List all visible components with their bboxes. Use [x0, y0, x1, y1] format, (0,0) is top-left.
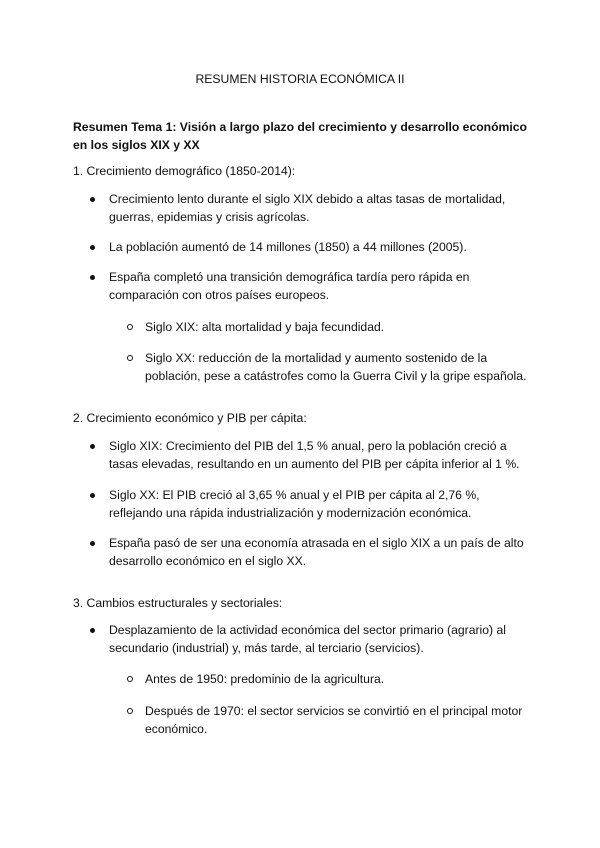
list-item: [109, 621, 529, 657]
bullet-icon: [90, 541, 95, 546]
sub-list-item-text: Después de 1970: el sector servicios se convirtió en el principal motor económico.: [145, 704, 523, 736]
list-item-text: La población aumentó de 14 millones (1850) a 44 millones (2005).: [109, 240, 467, 254]
bullet-icon: [90, 628, 95, 633]
sub-list-item-text: Siglo XX: reducción de la mortalidad y aumento sostenido de la población, pese a catástrofes como la Guerra Civil y la gripe española.: [145, 351, 527, 383]
list-item: [109, 190, 529, 226]
sub-list-item: [145, 318, 530, 336]
list-item-text: Desplazamiento de la actividad económica del sector primario (agrario) al secundario (industrial) y, más tarde, al terciario (servicios).: [109, 623, 506, 655]
sub-list-item-text: Siglo XIX: alta mortalidad y baja fecundidad.: [145, 320, 385, 334]
list-item: [109, 486, 529, 522]
list-item-text: España completó una transición demográfica tardía pero rápida en comparación con otros países europeos.: [109, 270, 470, 302]
list-item-text: Siglo XX: El PIB creció al 3,65 % anual y el PIB per cápita al 2,76 %, reflejando una rápida industrialización y modernización económica.: [109, 488, 480, 520]
page-title: RESUMEN HISTORIA ECONÓMICA II: [195, 72, 405, 86]
list-item: [109, 437, 529, 473]
sub-list-item: [145, 349, 530, 385]
list-item: [109, 534, 529, 570]
list-item-text: Siglo XIX: Crecimiento del PIB del 1,5 % anual, pero la población creció a tasas elevadas, resultando en un aumento del PIB per cápita inferior al 1 %.: [109, 439, 520, 471]
section-title-structural-changes: 3. Cambios estructurales y sectoriales:: [73, 596, 283, 610]
bullet-icon: [90, 275, 95, 280]
circle-bullet-icon: [127, 324, 133, 330]
list-item-text: España pasó de ser una economía atrasada en el siglo XIX a un país de alto desarrollo económico en el siglo XX.: [109, 536, 524, 568]
sub-list-item-text: Antes de 1950: predominio de la agricultura.: [145, 672, 385, 686]
sub-list-item: [145, 702, 530, 738]
bullet-icon: [90, 197, 95, 202]
summary-heading: Resumen Tema 1: Visión a largo plazo del crecimiento y desarrollo económico en los siglos XIX y XX: [73, 120, 528, 152]
sub-list-item: [145, 670, 530, 688]
circle-bullet-icon: [127, 355, 133, 361]
bullet-icon: [90, 245, 95, 250]
list-item: [109, 238, 529, 256]
bullet-icon: [90, 493, 95, 498]
circle-bullet-icon: [127, 708, 133, 714]
list-item: [109, 268, 529, 304]
circle-bullet-icon: [127, 676, 133, 682]
section-title-demographic: 1. Crecimiento demográfico (1850-2014):: [73, 164, 296, 178]
list-item-text: Crecimiento lento durante el siglo XIX debido a altas tasas de mortalidad, guerras, epidemias y crisis agrícolas.: [109, 192, 506, 224]
section-title-economic-growth: 2. Crecimiento económico y PIB per cápita:: [73, 411, 307, 425]
bullet-icon: [90, 444, 95, 449]
